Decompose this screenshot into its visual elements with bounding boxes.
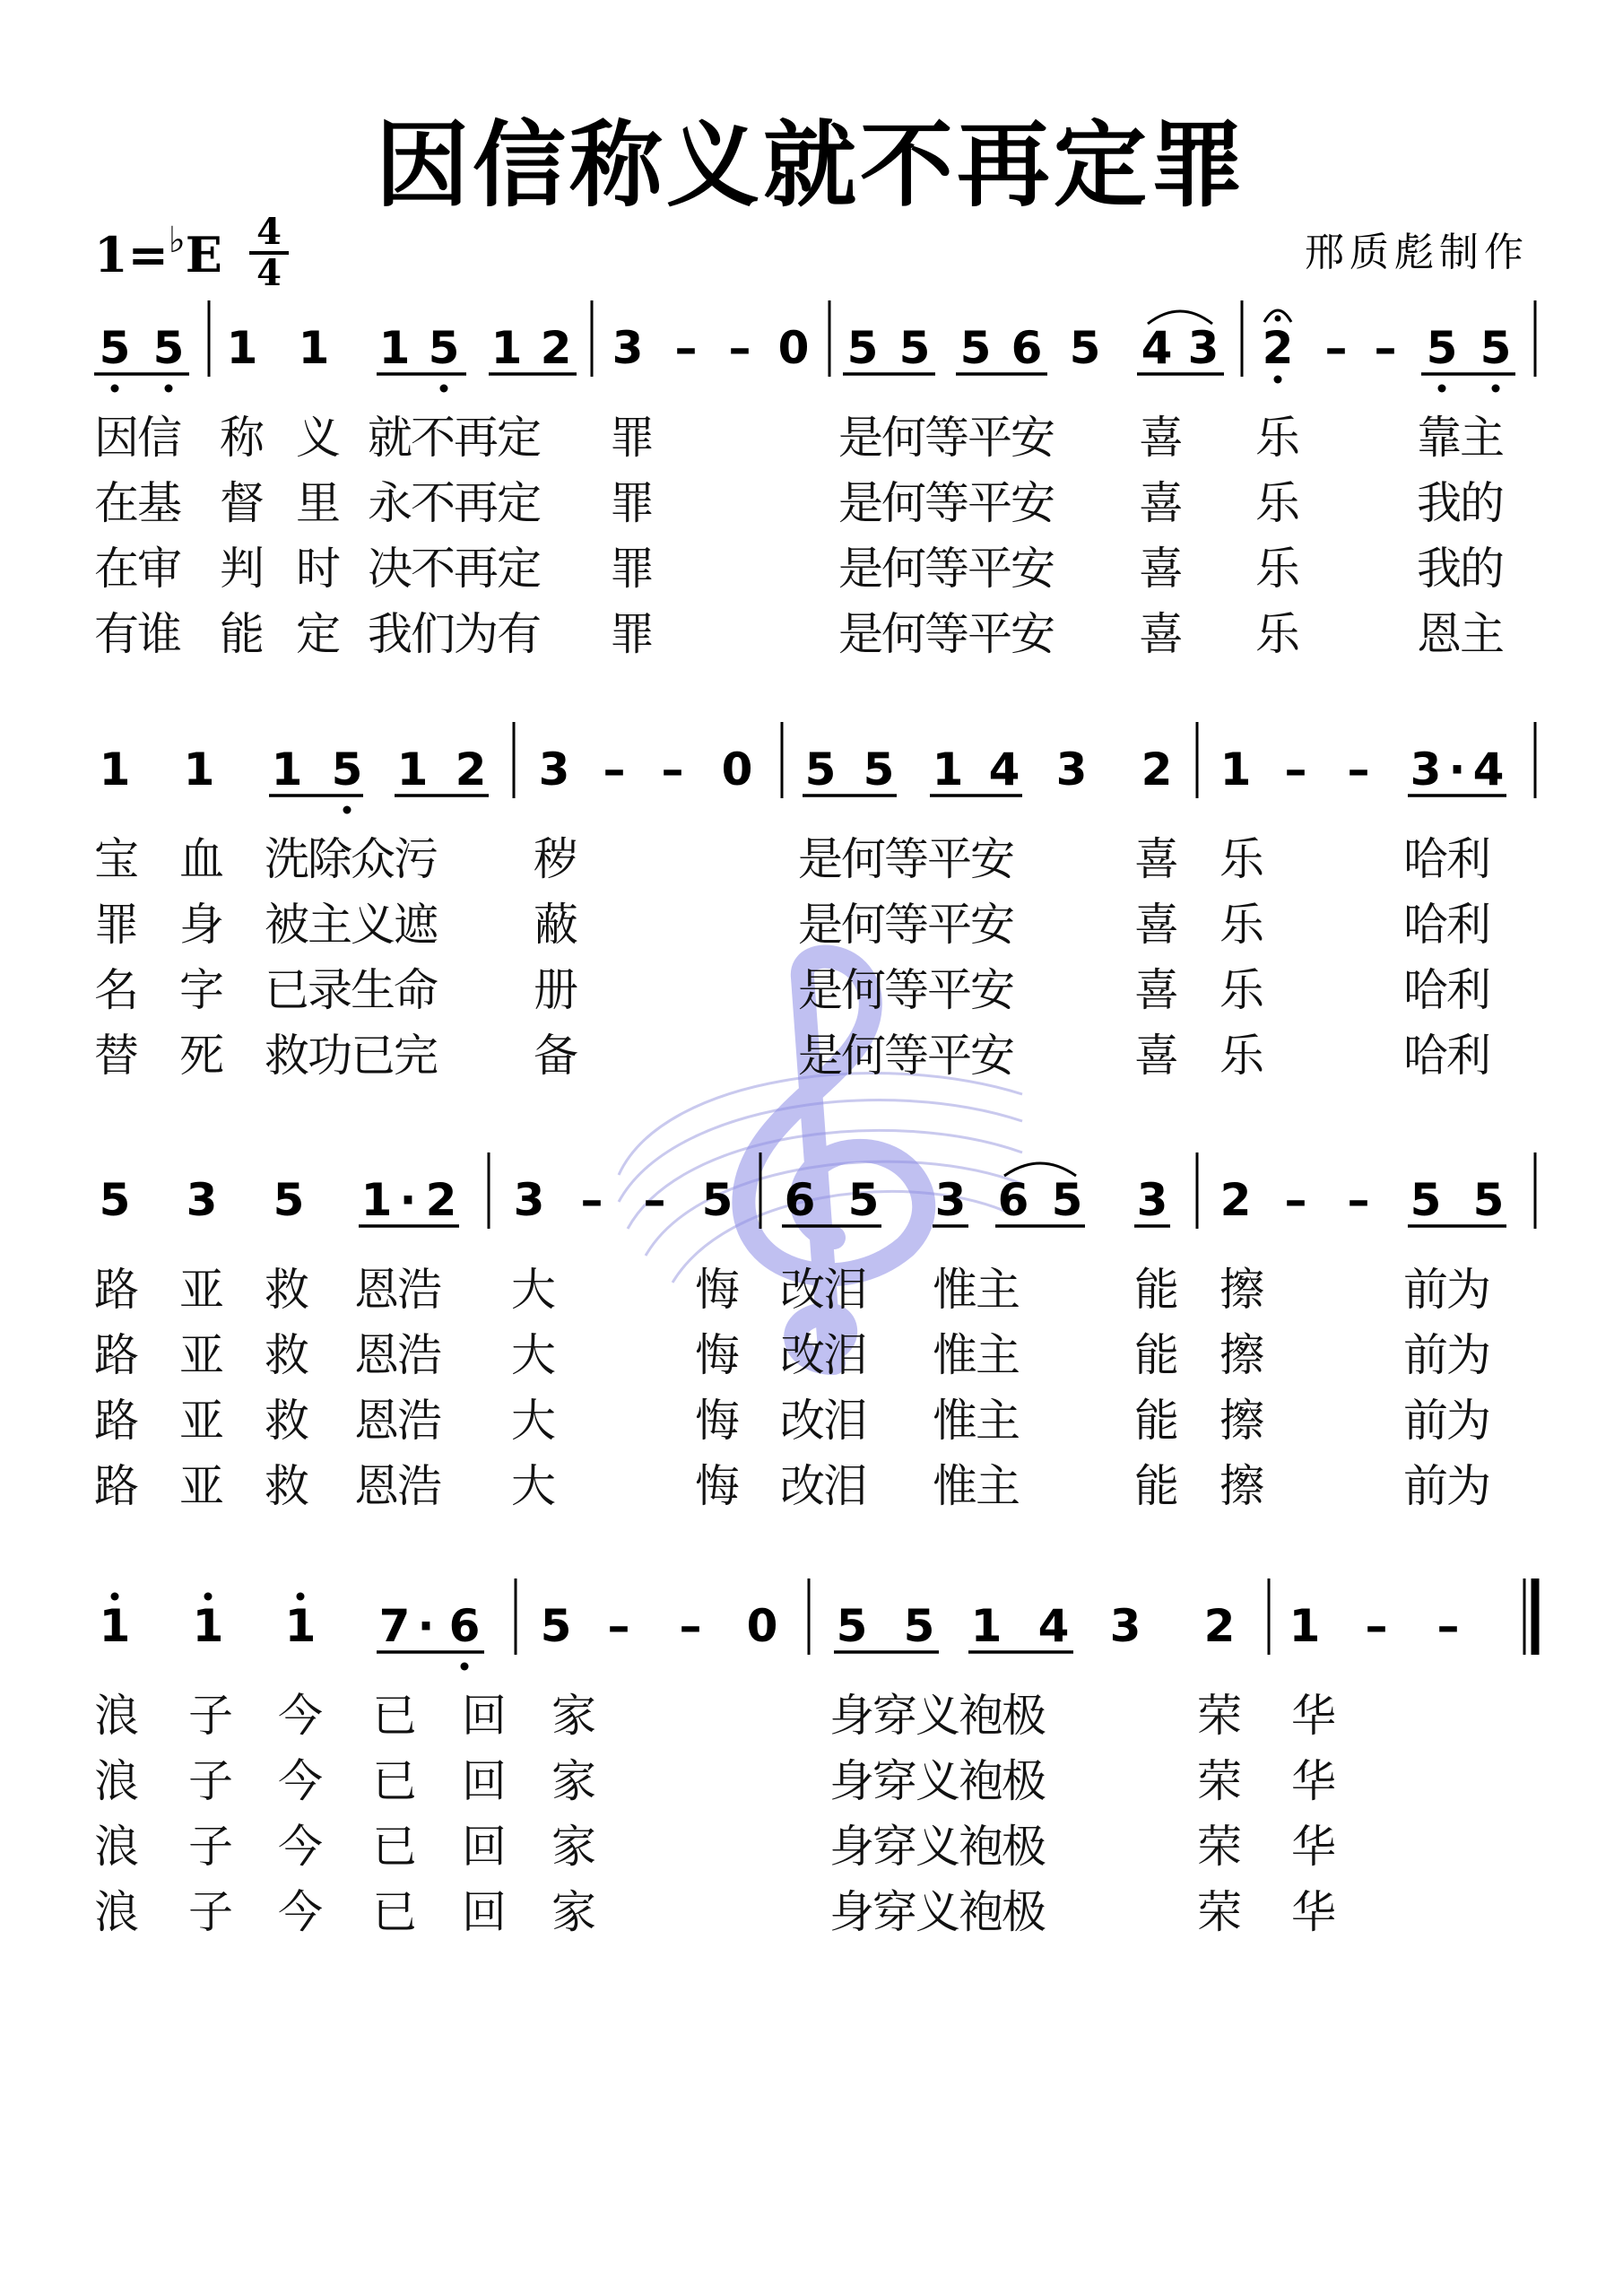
note-digit: 5 bbox=[273, 1174, 305, 1226]
lyric-segment: 喜 bbox=[1134, 899, 1177, 951]
lyric-segment: 悔 bbox=[695, 1264, 738, 1316]
fermata-dot bbox=[1275, 316, 1281, 322]
note-digit: 1 bbox=[932, 744, 964, 796]
lyric-segment: 救 bbox=[265, 1460, 308, 1512]
lyric-segment: 身穿义袍极 bbox=[829, 1821, 1045, 1873]
lyric-segment: 擦 bbox=[1219, 1395, 1263, 1447]
note-digit: 3 bbox=[612, 322, 644, 374]
note-digit: 4 bbox=[1141, 322, 1173, 374]
lyric-segment: 恩浩 bbox=[354, 1395, 440, 1447]
dash-extension: – bbox=[607, 1600, 630, 1652]
lyric-segment: 擦 bbox=[1219, 1329, 1263, 1381]
key-prefix: 1= bbox=[94, 226, 169, 283]
lyric-segment: 是何等平安 bbox=[838, 477, 1054, 529]
note-digit: 5 bbox=[99, 1174, 131, 1226]
lyric-segment: 亚 bbox=[179, 1460, 222, 1512]
lyric-segment: 喜 bbox=[1139, 608, 1182, 660]
lyric-segment: 路 bbox=[94, 1264, 137, 1316]
note-digit: 5 bbox=[1426, 322, 1458, 374]
lyric-segment: 大 bbox=[511, 1395, 554, 1447]
note-digit: 6 bbox=[997, 1174, 1029, 1226]
note-digit: 1 bbox=[99, 1600, 131, 1652]
lyric-segment: 在审 bbox=[94, 543, 180, 595]
note-digit: 5 bbox=[331, 744, 363, 796]
system-2 bbox=[94, 722, 1535, 1082]
lyric-segment: 决不再定 bbox=[368, 543, 540, 595]
lyric-segment: 恩浩 bbox=[354, 1460, 440, 1512]
lyric-segment: 改泪 bbox=[780, 1460, 866, 1512]
lyric-segment: 罪 bbox=[94, 899, 137, 951]
lyric-segment: 家 bbox=[551, 1886, 595, 1938]
lyric-segment: 义 bbox=[296, 412, 339, 464]
lyric-segment: 回 bbox=[462, 1755, 505, 1807]
dash-extension: – bbox=[728, 322, 751, 374]
lyric-segment: 惟主 bbox=[933, 1329, 1019, 1381]
note-digit: 3 bbox=[186, 1174, 218, 1226]
note-digit: 1 bbox=[396, 744, 429, 796]
lyric-segment: 乐 bbox=[1255, 412, 1298, 464]
dotted-note: · bbox=[1448, 744, 1466, 796]
lyric-segment: 华 bbox=[1291, 1690, 1334, 1742]
lyric-segment: 已 bbox=[372, 1755, 415, 1807]
lyric-segment: 擦 bbox=[1219, 1264, 1263, 1316]
lyric-segment: 救 bbox=[265, 1395, 308, 1447]
lyric-segment: 今 bbox=[278, 1755, 321, 1807]
lyric-segment: 册 bbox=[534, 964, 577, 1016]
lyric-segment: 称 bbox=[220, 412, 263, 464]
lyric-segment: 喜 bbox=[1139, 412, 1182, 464]
lyric-segment: 华 bbox=[1291, 1886, 1334, 1938]
lyric-segment: 华 bbox=[1291, 1821, 1334, 1873]
lyric-segment: 大 bbox=[511, 1460, 554, 1512]
lyric-segment: 擦 bbox=[1219, 1460, 1263, 1512]
low-octave-dot bbox=[343, 806, 352, 814]
lyric-segment: 哈利 bbox=[1403, 1030, 1489, 1082]
lyric-segment: 前为 bbox=[1403, 1460, 1489, 1512]
dotted-note: · bbox=[399, 1174, 417, 1226]
lyric-segment: 惟主 bbox=[933, 1395, 1019, 1447]
lyric-segment: 恩主 bbox=[1417, 608, 1503, 660]
system-4 bbox=[94, 1578, 1535, 1938]
note-digit: 5 bbox=[1051, 1174, 1083, 1226]
lyric-segment: 回 bbox=[462, 1690, 505, 1742]
lyric-segment: 路 bbox=[94, 1460, 137, 1512]
note-digit: 5 bbox=[847, 1174, 880, 1226]
arranger-credit: 邢质彪制作 bbox=[1305, 230, 1529, 275]
lyric-segment: 乐 bbox=[1219, 899, 1263, 951]
low-octave-dot bbox=[1274, 376, 1282, 384]
lyric-segment: 恩浩 bbox=[354, 1329, 440, 1381]
lyric-segment: 身穿义袍极 bbox=[829, 1755, 1045, 1807]
note-digit: 2 bbox=[1141, 744, 1173, 796]
dotted-note: · bbox=[417, 1600, 435, 1652]
dash-extension: – bbox=[1347, 744, 1370, 796]
note-digit: 4 bbox=[988, 744, 1020, 796]
lyric-segment: 宝 bbox=[94, 833, 137, 885]
note-digit: 5 bbox=[701, 1174, 733, 1226]
note-digit: 7 bbox=[378, 1600, 411, 1652]
lyric-segment: 荣 bbox=[1197, 1821, 1240, 1873]
note-digit: 4 bbox=[1472, 744, 1505, 796]
key-tonic: E bbox=[185, 226, 222, 283]
lyric-segment: 路 bbox=[94, 1395, 137, 1447]
note-digit: 0 bbox=[746, 1600, 778, 1652]
lyric-segment: 改泪 bbox=[780, 1329, 866, 1381]
lyric-segment: 已 bbox=[372, 1886, 415, 1938]
dash-extension: – bbox=[1374, 322, 1397, 374]
lyric-segment: 浪 bbox=[94, 1886, 137, 1938]
lyric-segment: 已 bbox=[372, 1690, 415, 1742]
note-digit: 5 bbox=[540, 1600, 572, 1652]
note-digit: 1 bbox=[360, 1174, 393, 1226]
lyric-segment: 能 bbox=[220, 608, 263, 660]
note-digit: 6 bbox=[784, 1174, 816, 1226]
note-digit: 5 bbox=[1472, 1174, 1505, 1226]
lyric-segment: 今 bbox=[278, 1821, 321, 1873]
dash-extension: – bbox=[661, 744, 684, 796]
lyric-segment: 督 bbox=[220, 477, 263, 529]
lyric-segment: 乐 bbox=[1255, 543, 1298, 595]
lyric-segment: 大 bbox=[511, 1264, 554, 1316]
lyric-segment: 是何等平安 bbox=[798, 833, 1013, 885]
high-octave-dot bbox=[297, 1593, 305, 1601]
lyric-segment: 乐 bbox=[1255, 608, 1298, 660]
lyric-segment: 乐 bbox=[1219, 833, 1263, 885]
note-digit: 3 bbox=[934, 1174, 967, 1226]
lyric-segment: 悔 bbox=[695, 1460, 738, 1512]
lyric-segment: 救 bbox=[265, 1264, 308, 1316]
note-digit: 5 bbox=[836, 1600, 868, 1652]
note-digit: 3 bbox=[1410, 744, 1442, 796]
lyric-segment: 是何等平安 bbox=[798, 899, 1013, 951]
lyric-segment: 浪 bbox=[94, 1821, 137, 1873]
note-digit: 4 bbox=[1037, 1600, 1070, 1652]
dash-extension: – bbox=[580, 1174, 603, 1226]
lyric-segment: 前为 bbox=[1403, 1264, 1489, 1316]
time-signature-top: 4 bbox=[249, 213, 289, 255]
lyric-segment: 前为 bbox=[1403, 1395, 1489, 1447]
lyric-segment: 子 bbox=[188, 1886, 231, 1938]
note-digit: 1 bbox=[192, 1600, 224, 1652]
note-digit: 2 bbox=[1219, 1174, 1252, 1226]
low-octave-dot bbox=[1492, 385, 1500, 393]
note-digit: 3 bbox=[1136, 1174, 1168, 1226]
note-digit: 5 bbox=[1069, 322, 1101, 374]
lyric-segment: 回 bbox=[462, 1821, 505, 1873]
lyric-segment: 哈利 bbox=[1403, 833, 1489, 885]
lyric-segment: 永不再定 bbox=[368, 477, 540, 529]
note-digit: 5 bbox=[1480, 322, 1512, 374]
lyric-segment: 我的 bbox=[1417, 477, 1503, 529]
note-digit: 6 bbox=[1011, 322, 1043, 374]
lyric-segment: 是何等平安 bbox=[838, 608, 1054, 660]
lyric-segment: 能 bbox=[1134, 1460, 1177, 1512]
dash-extension: – bbox=[1436, 1600, 1460, 1652]
lyric-segment: 亚 bbox=[179, 1395, 222, 1447]
lyric-segment: 时 bbox=[296, 543, 339, 595]
lyric-segment: 靠主 bbox=[1417, 412, 1503, 464]
note-digit: 1 bbox=[1219, 744, 1252, 796]
note-digit: 5 bbox=[898, 322, 931, 374]
lyric-segment: 已 bbox=[372, 1821, 415, 1873]
lyric-segment: 罪 bbox=[610, 608, 653, 660]
lyric-segment: 我的 bbox=[1417, 543, 1503, 595]
lyric-segment: 我们为有 bbox=[368, 608, 540, 660]
lyric-segment: 今 bbox=[278, 1886, 321, 1938]
lyric-segment: 喜 bbox=[1134, 1030, 1177, 1082]
lyric-segment: 悔 bbox=[695, 1329, 738, 1381]
lyric-segment: 路 bbox=[94, 1329, 137, 1381]
lyric-segment: 备 bbox=[534, 1030, 577, 1082]
dash-extension: – bbox=[674, 322, 698, 374]
lyric-segment: 就不再定 bbox=[368, 412, 540, 464]
lyric-segment: 蔽 bbox=[534, 899, 577, 951]
lyric-segment: 家 bbox=[551, 1755, 595, 1807]
time-signature-bottom: 4 bbox=[256, 252, 282, 294]
lyric-segment: 救功已完 bbox=[265, 1030, 437, 1082]
dash-extension: – bbox=[1284, 1174, 1307, 1226]
note-digit: 3 bbox=[1109, 1600, 1141, 1652]
lyric-segment: 罪 bbox=[610, 543, 653, 595]
note-digit: 5 bbox=[863, 744, 895, 796]
lyric-segment: 哈利 bbox=[1403, 899, 1489, 951]
lyric-segment: 能 bbox=[1134, 1264, 1177, 1316]
dash-extension: – bbox=[603, 744, 626, 796]
note-digit: 5 bbox=[846, 322, 879, 374]
dash-extension: – bbox=[679, 1600, 702, 1652]
lyric-segment: 被主义遮 bbox=[265, 899, 437, 951]
lyric-segment: 有谁 bbox=[94, 608, 180, 660]
lyric-segment: 身穿义袍极 bbox=[829, 1690, 1045, 1742]
lyric-segment: 乐 bbox=[1219, 964, 1263, 1016]
note-digit: 6 bbox=[448, 1600, 481, 1652]
note-digit: 1 bbox=[226, 322, 258, 374]
low-octave-dot bbox=[165, 385, 173, 393]
lyric-segment: 大 bbox=[511, 1329, 554, 1381]
lyric-segment: 荣 bbox=[1197, 1755, 1240, 1807]
flat-sign: ♭ bbox=[168, 220, 186, 261]
note-digit: 3 bbox=[538, 744, 570, 796]
lyric-segment: 在基 bbox=[94, 477, 180, 529]
lyric-segment: 改泪 bbox=[780, 1264, 866, 1316]
lyric-segment: 回 bbox=[462, 1886, 505, 1938]
lyric-segment: 哈利 bbox=[1403, 964, 1489, 1016]
note-digit: 2 bbox=[1262, 322, 1294, 374]
lyric-segment: 改泪 bbox=[780, 1395, 866, 1447]
note-digit: 1 bbox=[298, 322, 330, 374]
lyric-segment: 浪 bbox=[94, 1755, 137, 1807]
lyric-segment: 判 bbox=[220, 543, 263, 595]
lyric-segment: 字 bbox=[179, 964, 222, 1016]
note-digit: 1 bbox=[490, 322, 523, 374]
note-digit: 1 bbox=[271, 744, 303, 796]
lyric-segment: 乐 bbox=[1255, 477, 1298, 529]
dash-extension: – bbox=[1324, 322, 1348, 374]
dash-extension: – bbox=[1284, 744, 1307, 796]
dash-extension: – bbox=[643, 1174, 666, 1226]
lyric-segment: 因信 bbox=[94, 412, 180, 464]
lyric-segment: 子 bbox=[188, 1690, 231, 1742]
lyric-segment: 前为 bbox=[1403, 1329, 1489, 1381]
lyric-segment: 能 bbox=[1134, 1329, 1177, 1381]
lyric-segment: 秽 bbox=[534, 833, 577, 885]
dash-extension: – bbox=[1347, 1174, 1370, 1226]
lyric-segment: 亚 bbox=[179, 1329, 222, 1381]
low-octave-dot bbox=[461, 1663, 469, 1671]
note-digit: 2 bbox=[1203, 1600, 1236, 1652]
note-digit: 1 bbox=[378, 322, 411, 374]
note-digit: 5 bbox=[903, 1600, 935, 1652]
lyric-segment: 惟主 bbox=[933, 1264, 1019, 1316]
lyric-segment: 惟主 bbox=[933, 1460, 1019, 1512]
lyric-segment: 喜 bbox=[1134, 833, 1177, 885]
lyric-segment: 悔 bbox=[695, 1395, 738, 1447]
song-title: 因信称义就不再定罪 bbox=[375, 110, 1247, 220]
lyric-segment: 是何等平安 bbox=[838, 412, 1054, 464]
lyric-segment: 身 bbox=[179, 899, 222, 951]
lyric-segment: 荣 bbox=[1197, 1690, 1240, 1742]
note-digit: 2 bbox=[455, 744, 487, 796]
note-digit: 3 bbox=[1055, 744, 1088, 796]
lyric-segment: 是何等平安 bbox=[798, 964, 1013, 1016]
lyric-segment: 身穿义袍极 bbox=[829, 1886, 1045, 1938]
low-octave-dot bbox=[111, 385, 119, 393]
lyric-segment: 今 bbox=[278, 1690, 321, 1742]
note-digit: 5 bbox=[1410, 1174, 1442, 1226]
note-digit: 0 bbox=[777, 322, 810, 374]
lyric-segment: 已录生命 bbox=[265, 964, 437, 1016]
lyric-segment: 乐 bbox=[1219, 1030, 1263, 1082]
lyric-segment: 洗除众污 bbox=[265, 833, 437, 885]
lyric-segment: 罪 bbox=[610, 477, 653, 529]
note-digit: 5 bbox=[959, 322, 992, 374]
lyric-segment: 喜 bbox=[1139, 477, 1182, 529]
note-digit: 2 bbox=[425, 1174, 457, 1226]
system-1 bbox=[94, 300, 1535, 660]
lyric-segment: 是何等平安 bbox=[838, 543, 1054, 595]
lyric-segment: 能 bbox=[1134, 1395, 1177, 1447]
note-digit: 1 bbox=[284, 1600, 317, 1652]
note-digit: 3 bbox=[513, 1174, 545, 1226]
lyric-segment: 喜 bbox=[1134, 964, 1177, 1016]
lyric-segment: 子 bbox=[188, 1755, 231, 1807]
lyric-segment: 家 bbox=[551, 1690, 595, 1742]
high-octave-dot bbox=[204, 1593, 213, 1601]
lyric-segment: 名 bbox=[94, 964, 137, 1016]
note-digit: 1 bbox=[99, 744, 131, 796]
lyric-segment: 替 bbox=[94, 1030, 137, 1082]
lyric-segment: 子 bbox=[188, 1821, 231, 1873]
lyric-segment: 喜 bbox=[1139, 543, 1182, 595]
lyric-segment: 华 bbox=[1291, 1755, 1334, 1807]
note-digit: 5 bbox=[428, 322, 460, 374]
lyric-segment: 里 bbox=[296, 477, 339, 529]
note-digit: 1 bbox=[970, 1600, 1002, 1652]
low-octave-dot bbox=[440, 385, 448, 393]
lyric-segment: 家 bbox=[551, 1821, 595, 1873]
low-octave-dot bbox=[1438, 385, 1446, 393]
note-digit: 2 bbox=[540, 322, 572, 374]
lyric-segment: 恩浩 bbox=[354, 1264, 440, 1316]
lyric-segment: 定 bbox=[296, 608, 339, 660]
note-digit: 3 bbox=[1187, 322, 1219, 374]
note-digit: 5 bbox=[152, 322, 185, 374]
dash-extension: – bbox=[1365, 1600, 1388, 1652]
lyric-segment: 血 bbox=[179, 833, 222, 885]
note-digit: 0 bbox=[721, 744, 753, 796]
lyric-segment: 亚 bbox=[179, 1264, 222, 1316]
lyric-segment: 荣 bbox=[1197, 1886, 1240, 1938]
lyric-segment: 罪 bbox=[610, 412, 653, 464]
system-3 bbox=[94, 1152, 1535, 1512]
lyric-segment: 浪 bbox=[94, 1690, 137, 1742]
lyric-segment: 死 bbox=[179, 1030, 222, 1082]
note-digit: 5 bbox=[804, 744, 837, 796]
note-digit: 5 bbox=[99, 322, 131, 374]
note-digit: 1 bbox=[1289, 1600, 1321, 1652]
lyric-segment: 是何等平安 bbox=[798, 1030, 1013, 1082]
high-octave-dot bbox=[111, 1593, 119, 1601]
note-digit: 1 bbox=[183, 744, 215, 796]
lyric-segment: 救 bbox=[265, 1329, 308, 1381]
